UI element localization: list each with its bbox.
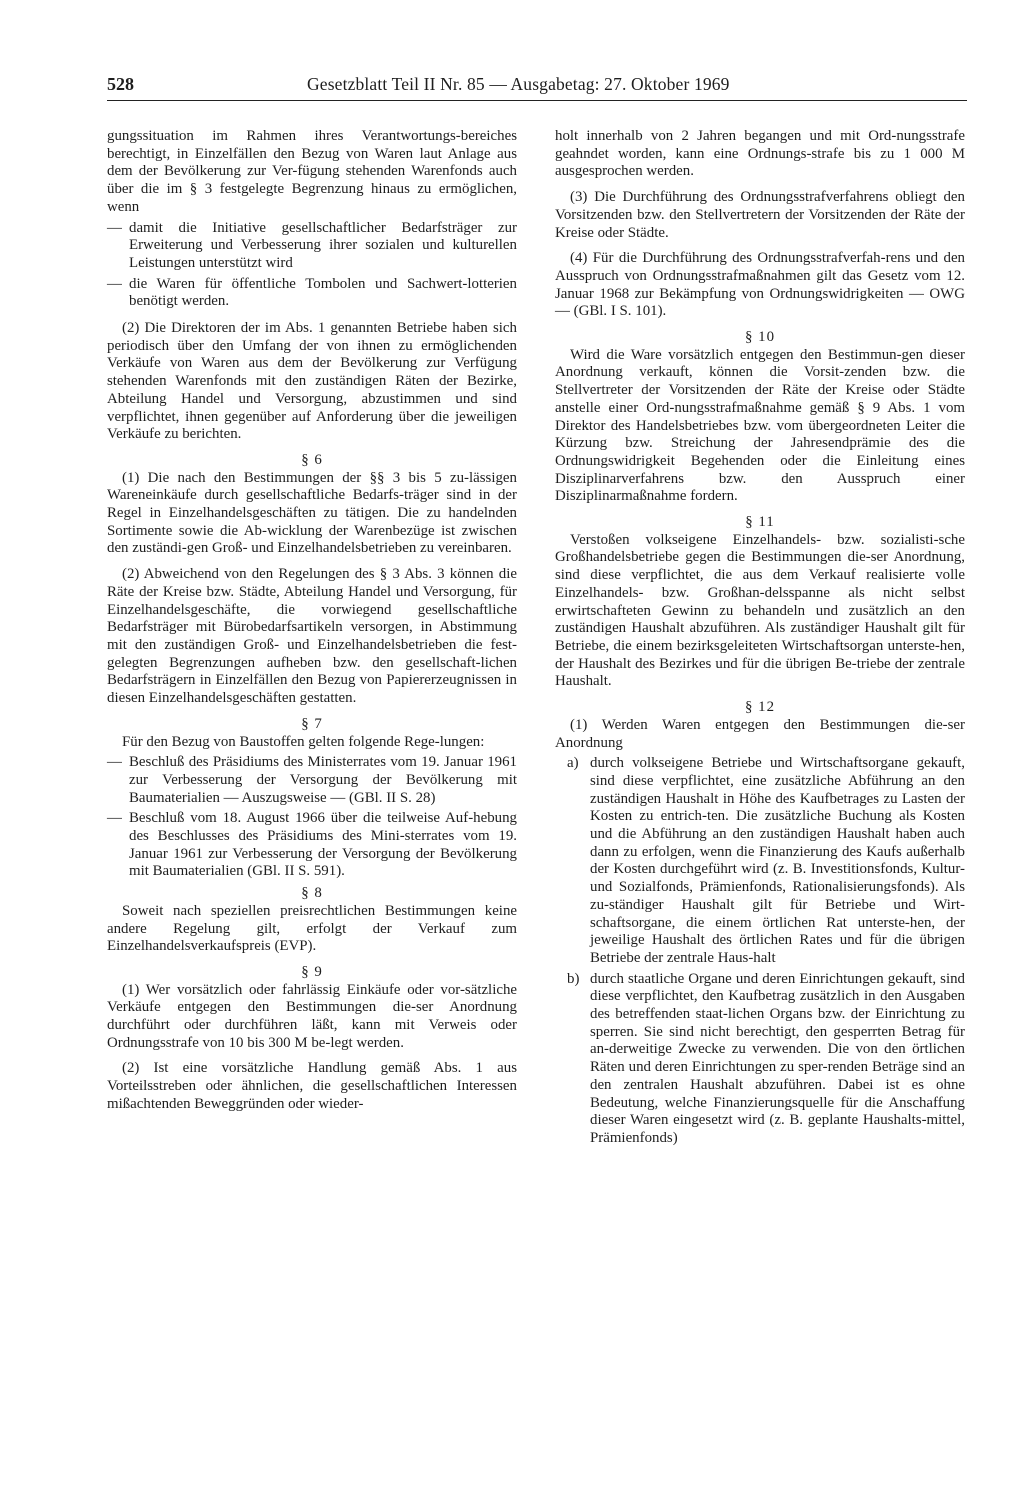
list-item-text: die Waren für öffentliche Tombolen und Sachwert-lotterien benötigt werden. [129,275,517,310]
list-dash: — [107,754,122,771]
list-item [107,810,517,881]
page-header [107,70,967,101]
left-column [107,128,517,1122]
list-item-text: durch volkseigene Betriebe und Wirtschaftsorgane gekauft, sind diese verpflichtet, eine zusätzliche Abführung an den zuständigen Haushalt in Höhe des Kaufbetrages zu Lasten der Kosten zu entrich-ten. Die zusätzliche Buchung als Kosten und die Abführung an den zuständigen Haushalt haben auch dann zu erfolgen, wenn die Finanzierung des Kaufs außerhalb der Kosten durchgeführt wird (z. B. Investitionsfonds, Kultur- und Sozialfonds, Prämienfonds, Rationalisierungsfonds). Als zu-ständiger Haushalt gilt für Betriebe und Wirt-schaftsorgane, die einem örtlichen Rat unterste-hen, der jeweilige Haushalt des örtlichen Rates und für die übrigen Betriebe der zentrale Haus-halt [590,755,965,966]
list-item [107,220,517,273]
list-letter: a) [567,755,579,772]
section-heading: § 7 [301,715,323,732]
right-column [555,128,965,1151]
page-number: 528 [107,74,134,94]
section-heading: § 9 [301,963,323,980]
paragraph: (2) Die Direktoren der im Abs. 1 genannten Betriebe haben sich periodisch über den Umfang der von ihnen zu ermöglichenden Verkäufe von Waren aus dem der Bevölkerung zur Verfügung stehenden Warenfonds mit den zuständigen Räten der Bezirke, Abteilung Handel und Versorgung, abzustimmen und sind verpflichtet, ihnen gegenüber auf Anforderung über die jeweiligen Verkäufe zu berichten. [107,320,517,443]
paragraph: (1) Werden Waren entgegen den Bestimmungen die-ser Anordnung [555,716,965,751]
list-dash: — [107,275,122,292]
paragraph: holt innerhalb von 2 Jahren begangen und mit Ord-nungsstrafe geahndet worden, kann eine Ordnungs-strafe bis zu 1 000 M ausgesprochen werden. [555,128,965,180]
lettered-list-item [555,971,965,1148]
list-item-text: damit die Initiative gesellschaftlicher Bedarfsträger zur Erweiterung und Verbesserung ihrer sozialen und kulturellen Leistungen unterstützt wird [129,219,517,271]
section-heading: § 12 [744,699,776,716]
list-item [107,754,517,807]
paragraph: (1) Die nach den Bestimmungen der §§ 3 bis 5 zu-lässigen Wareneinkäufe durch gesellschaftliche Bedarfs-träger sind in der Regel in Einzelhandelsgeschäften zu tätigen. Die zu handelnden Sortimente sowie die Ab-wicklung der Warenbezüge ist zwischen den zuständi-gen Groß- und Einzelhandelsbetrieben zu vereinbaren. [107,469,517,557]
section-heading: § 11 [745,514,775,531]
list-item [107,276,517,311]
paragraph: (1) Wer vorsätzlich oder fahrlässig Einkäufe oder vor-sätzliche Verkäufe entgegen den Bestimmungen die-ser Anordnung durchführt oder durchführen läßt, kann mit Verweis oder Ordnungsstrafe von 10 bis 300 M be-legt werden. [107,981,517,1051]
paragraph: Verstoßen volkseigene Einzelhandels- bzw. sozialisti-sche Großhandelsbetriebe gegen die Bestimmungen die-ser Anordnung, sind diese verpflichtet, die aus dem Verkauf realisierte volle Einzelhandels- bzw. Großhan-delsspanne als nicht selbst erwirtschafteten Gewinn zu behandeln und zusätzlich an den zuständigen Haushalt abzuführen. Als zuständiger Haushalt gilt für Betriebe, die einem bezirksgeleiteten Wirtschaftsorgan unterste-hen, der Haushalt des Bezirkes und für die übrigen Be-triebe der zentrale Haushalt. [555,531,965,690]
paragraph-intro: gungssituation im Rahmen ihres Verantwortungs-bereiches berechtigt, in Einzelfällen den Bezug von Waren laut Anlage aus dem der Bevölkerung zur Ver-fügung stehenden Warenfonds auch über die im § 3 festgelegte Begrenzung hinaus zu ermöglichen, wenn [107,128,517,215]
paragraph: (3) Die Durchführung des Ordnungsstrafverfahrens obliegt den Vorsitzenden bzw. den Stellvertretern der Vorsitzenden der Räte der Kreise oder Städte. [555,189,965,241]
list-item-text: durch staatliche Organe und deren Einrichtungen gekauft, sind diese verpflichtet, den Kaufbetrag zusätzlich in den Ausgaben des betreffenden staat-lichen Organs bzw. der Einrichtung zu sperren. Sie sind nicht berechtigt, den gesperrten Betrag für an-derweitige Zwecke zu verwenden. Die von den örtlichen Räten und deren Einrichtungen zu sper-renden Beträge sind an den zentralen Haushalt abzuführen. Dabei ist es ohne Bedeutung, welche Finanzierungsquelle für die Anschaffung dieser Waren eingesetzt wird (z. B. geplante Haushalts-mittel, Prämienfonds) [590,970,965,1146]
list-item-text: Beschluß des Präsidiums des Ministerrates vom 19. Januar 1961 zur Verbesserung der Versorgung der Bevölkerung mit Baumaterialien — Auszugsweise — (GBl. II S. 28) [129,754,517,806]
paragraph: (2) Abweichend von den Regelungen des § 3 Abs. 3 können die Räte der Kreise bzw. Städte, Abteilung Handel und Versorgung, für Einzelhandelsgeschäfte, die vorwiegend gesellschaftliche Bedarfsträger mit Bürobedarfsartikeln versorgen, in Abstimmung mit den zuständigen Groß- und Einzelhandelsbetrieben die fest-gelegten Begrenzungen aufheben bzw. den gesellschaft-lichen Bedarfsträgern in Einzelfällen den Bezug von Papiererzeugnissen in diesen Einzelhandelsgeschäften gestatten. [107,566,517,707]
section-heading: § 8 [301,885,323,902]
list-dash: — [107,810,122,827]
section-heading: § 6 [301,451,323,468]
list-dash: — [107,219,122,236]
paragraph: Wird die Ware vorsätzlich entgegen den Bestimmun-gen dieser Anordnung verkauft, können die Vorsit-zenden bzw. die Stellvertreter der Vorsitzenden der Räte der Kreise oder Städte anstelle einer Ord-nungsstrafmaßnahme gemäß § 9 Abs. 1 vom Direktor des Handelsbetriebes bzw. vom übergeordneten Leiter die Kürzung bzw. Streichung der Jahresendprämie des die Ordnungswidrigkeit Begehenden oder die Einleitung eines Disziplinarverfahrens bzw. den Ausspruch einer Disziplinarmaßnahme fordern. [555,346,965,505]
section-heading: § 10 [744,329,776,346]
paragraph: Für den Bezug von Baustoffen gelten folgende Rege-lungen: [122,733,485,750]
paragraph: Soweit nach speziellen preisrechtlichen Bestimmungen keine andere Regelung gilt, erfolgt der Verkauf zum Einzelhandelsverkaufspreis (EVP). [107,902,517,955]
paragraph: (2) Ist eine vorsätzliche Handlung gemäß Abs. 1 aus Vorteilsstreben oder ähnlichen, die gesellschaftlichen Interessen mißachtenden Beweggründen oder wieder- [107,1060,517,1112]
lettered-list-item [555,755,965,967]
running-title: Gesetzblatt Teil II Nr. 85 — Ausgabetag: 27. Oktober 1969 [307,74,730,94]
paragraph: (4) Für die Durchführung des Ordnungsstrafverfah-rens und den Ausspruch von Ordnungsstrafmaßnahmen gilt das Gesetz vom 12. Januar 1968 zur Bekämpfung von Ordnungswidrigkeiten — OWG — (GBl. I S. 101). [555,250,965,320]
list-item-text: Beschluß vom 18. August 1966 über die teilweise Auf-hebung des Beschlusses des Präsidiums des Mini-sterrates vom 19. Januar 1961 zur Verbesserung der Versorgung der Bevölkerung mit Baumaterialien (GBl. II S. 591). [129,810,517,880]
list-letter: b) [567,970,580,987]
